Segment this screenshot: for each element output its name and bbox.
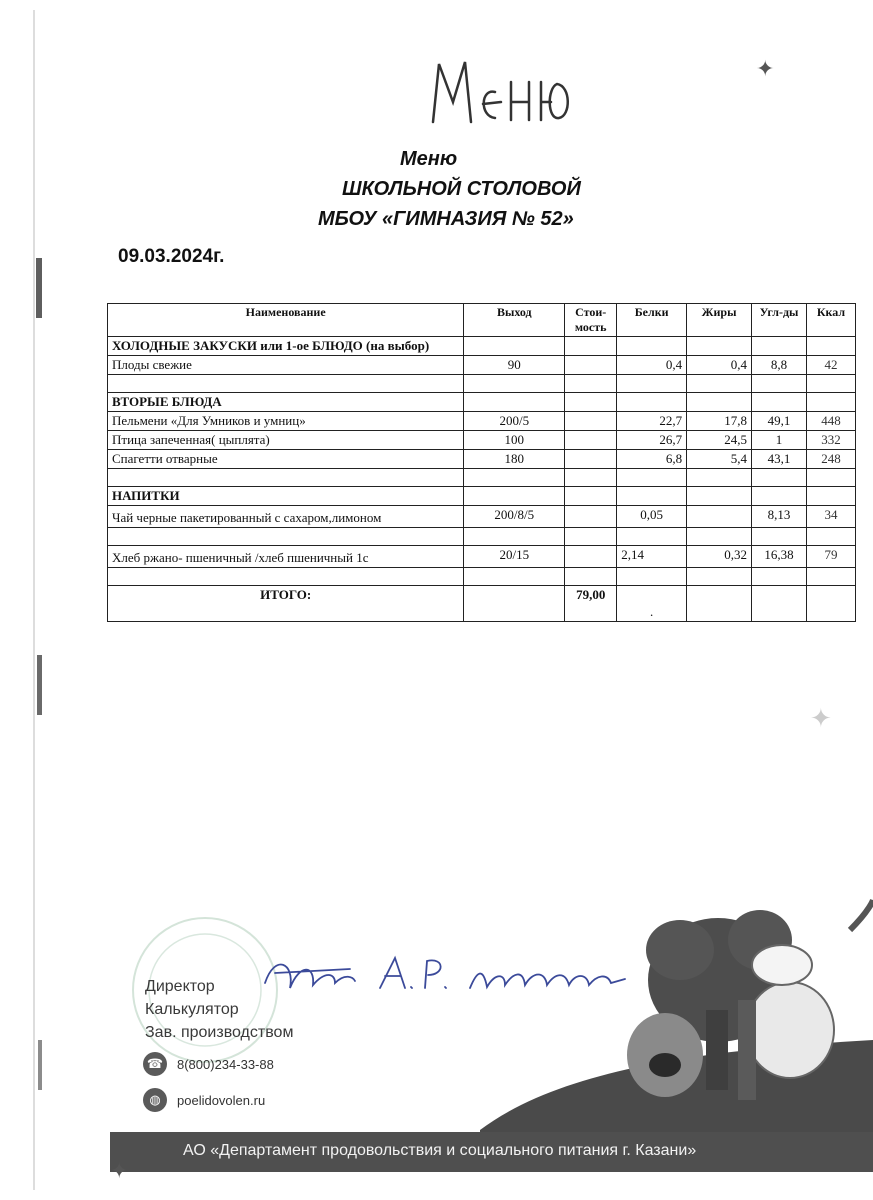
dish-output: 180 — [464, 450, 565, 469]
dish-output: 100 — [464, 431, 565, 450]
dish-kcal: 332 — [807, 431, 856, 450]
section-title-second: ВТОРЫЕ БЛЮДА — [108, 393, 464, 412]
handwritten-title-drawing — [425, 52, 585, 132]
signer-role-director: Директор — [145, 978, 215, 995]
empty-row — [108, 469, 856, 487]
dish-kcal: 79 — [807, 546, 856, 568]
total-row — [108, 586, 856, 622]
dish-name: Птица запеченная( цыплята) — [108, 431, 464, 450]
dish-kcal: 34 — [807, 506, 856, 528]
dish-protein: 26,7 — [617, 431, 687, 450]
dish-fat: 24,5 — [687, 431, 752, 450]
dish-cost — [565, 431, 617, 450]
dish-carbs: 1 — [752, 431, 807, 450]
dish-kcal: 448 — [807, 412, 856, 431]
dish-fat — [687, 506, 752, 528]
dish-carbs: 43,1 — [752, 450, 807, 469]
contact-phone — [143, 1052, 274, 1076]
total-value: 79,00 — [565, 586, 617, 622]
dish-protein: 0,05 — [617, 506, 687, 528]
sparkle-icon: ✦ — [756, 56, 775, 81]
sparkle-icon: ✦ — [810, 704, 832, 733]
column-header-output: Выход — [464, 304, 565, 337]
dish-carbs: 16,38 — [752, 546, 807, 568]
dish-fat: 0,4 — [687, 356, 752, 375]
empty-row — [108, 568, 856, 586]
dish-cost — [565, 356, 617, 375]
director-signature — [255, 943, 635, 1003]
table-row — [108, 450, 856, 469]
dish-output: 200/8/5 — [464, 506, 565, 528]
section-row-cold — [108, 337, 856, 356]
contact-website — [143, 1088, 265, 1112]
dish-cost — [565, 546, 617, 568]
dish-output: 20/15 — [464, 546, 565, 568]
dish-fat: 0,32 — [687, 546, 752, 568]
column-header-fat: Жиры — [687, 304, 752, 337]
empty-row — [108, 528, 856, 546]
column-header-protein: Белки — [617, 304, 687, 337]
dish-name: Хлеб ржано- пшеничный /хлеб пшеничный 1с — [108, 546, 464, 568]
section-title-drinks: НАПИТКИ — [108, 487, 464, 506]
globe-icon: ◍ — [143, 1088, 167, 1112]
dish-output: 200/5 — [464, 412, 565, 431]
signer-role-production-head: Зав. производством — [145, 1024, 294, 1041]
section-row-drinks — [108, 487, 856, 506]
table-row — [108, 431, 856, 450]
dish-carbs: 8,13 — [752, 506, 807, 528]
dish-fat: 5,4 — [687, 450, 752, 469]
total-label: ИТОГО: — [108, 586, 464, 622]
dish-name: Спагетти отварные — [108, 450, 464, 469]
dish-protein: 0,4 — [617, 356, 687, 375]
column-header-kcal: Ккал — [807, 304, 856, 337]
website-url: poelidovolen.ru — [177, 1092, 266, 1108]
menu-date: 09.03.2024г. — [118, 246, 225, 267]
dish-cost — [565, 450, 617, 469]
dish-kcal: 248 — [807, 450, 856, 469]
table-header-row — [108, 304, 856, 337]
sparkle-icon: ✦ — [110, 1158, 129, 1183]
dish-protein: 6,8 — [617, 450, 687, 469]
dish-protein: 22,7 — [617, 412, 687, 431]
title-line-1: Меню — [400, 148, 458, 170]
empty-row — [108, 375, 856, 393]
section-title-cold: ХОЛОДНЫЕ ЗАКУСКИ или 1-ое БЛЮДО (на выбор) — [108, 337, 464, 356]
column-header-carbs: Угл-ды — [752, 304, 807, 337]
dish-name: Пельмени «Для Умников и умниц» — [108, 412, 464, 431]
company-name: АО «Департамент продовольствия и социального питания г. Казани» — [183, 1142, 697, 1159]
title-line-3: МБОУ «ГИМНАЗИЯ № 52» — [318, 208, 574, 230]
dish-carbs: 8,8 — [752, 356, 807, 375]
phone-number: 8(800)234-33-88 — [177, 1056, 274, 1072]
dish-name: Плоды свежие — [108, 356, 464, 375]
dish-name: Чай черные пакетированный с сахаром,лимоном — [108, 506, 464, 528]
dish-cost — [565, 506, 617, 528]
table-row — [108, 412, 856, 431]
menu-table — [107, 303, 856, 622]
title-line-2: ШКОЛЬНОЙ СТОЛОВОЙ — [342, 178, 581, 200]
dish-output: 90 — [464, 356, 565, 375]
column-header-cost: Стои-мость — [565, 304, 617, 337]
column-header-name: Наименование — [108, 304, 464, 337]
dish-carbs: 49,1 — [752, 412, 807, 431]
dish-cost — [565, 412, 617, 431]
dish-protein: 2,14 — [617, 546, 687, 568]
dish-kcal: 42 — [807, 356, 856, 375]
table-row — [108, 546, 856, 568]
dish-fat: 17,8 — [687, 412, 752, 431]
section-row-second — [108, 393, 856, 412]
phone-icon: ☎ — [143, 1052, 167, 1076]
table-row — [108, 506, 856, 528]
table-row — [108, 356, 856, 375]
signer-role-calculator: Калькулятор — [145, 1001, 239, 1018]
total-dot: . — [617, 586, 687, 622]
